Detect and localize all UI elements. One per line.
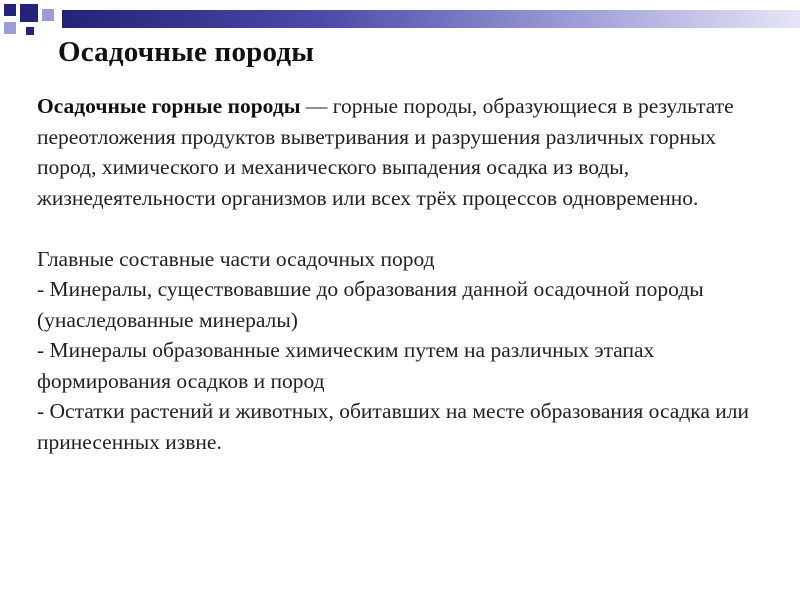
- decor-square: [26, 27, 34, 35]
- components-heading: Главные составные части осадочных пород: [37, 246, 435, 271]
- definition-text: — горные породы, образующиеся в результате переотложения продуктов выветривания и разрушения различных горных пород, химического и механического выпадения осадка из воды, жизнедеятельности организмов или всех трёх процессов одновременно.: [37, 94, 734, 210]
- definition-paragraph: [37, 91, 777, 213]
- paragraph-gap: [37, 213, 777, 244]
- decor-square: [20, 4, 38, 22]
- component-item: - Минералы, существовавшие до образования данной осадочной породы (унаследованные минералы): [37, 277, 704, 332]
- slide-body: [37, 91, 777, 457]
- component-item: - Остатки растений и животных, обитавших на месте образования осадка или принесенных извне.: [37, 399, 750, 454]
- slide-title: Осадочные породы: [58, 36, 315, 68]
- decor-square: [4, 4, 16, 16]
- definition-term: Осадочные горные породы: [37, 94, 306, 118]
- component-item: - Минералы образованные химическим путем на различных этапах формирования осадков и пород: [37, 338, 655, 393]
- decor-square: [42, 9, 54, 21]
- decor-square: [4, 22, 16, 34]
- gradient-band: [62, 10, 800, 28]
